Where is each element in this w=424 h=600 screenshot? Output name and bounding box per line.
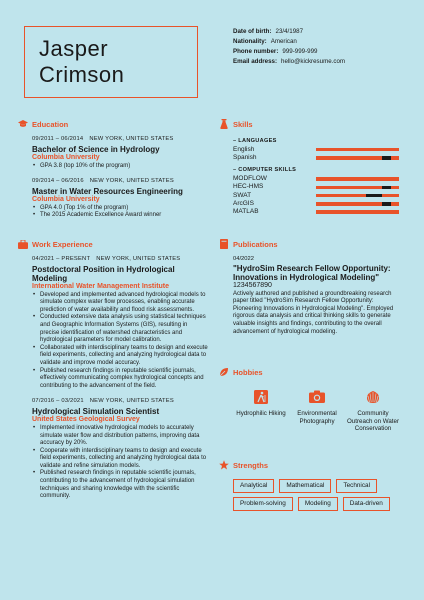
education-list <box>32 136 208 225</box>
education-heading-label: Education <box>32 119 69 129</box>
entry-meta <box>32 398 208 406</box>
experience-list <box>32 256 208 506</box>
education-entry <box>32 136 208 170</box>
skill-row <box>233 191 399 199</box>
last-name: Crimson <box>39 62 125 87</box>
personal-label: Nationality: <box>233 38 267 45</box>
hobbies-heading <box>219 367 263 377</box>
skill-row <box>233 154 399 162</box>
bullet-item: • GPA 3.8 (top 10% of the program) <box>32 163 208 171</box>
skill-name: MODFLOW <box>233 175 267 183</box>
experience-heading <box>18 239 93 249</box>
briefcase-icon <box>18 239 28 249</box>
star-icon <box>219 460 229 470</box>
name-box <box>24 26 198 98</box>
personal-label: Date of birth: <box>233 28 272 35</box>
graduation-cap-icon <box>18 119 28 129</box>
company-name: International Water Management Institute <box>32 282 170 290</box>
experience-entry <box>32 256 208 390</box>
school-name: Columbia University <box>32 195 100 203</box>
bullet-list <box>32 425 208 501</box>
personal-label: Phone number: <box>233 48 279 55</box>
skill-name: Spanish <box>233 154 257 162</box>
hobby-item <box>289 390 345 433</box>
skill-level-bar <box>316 148 399 151</box>
skills-heading-label: Skills <box>233 119 253 129</box>
skill-row <box>233 146 399 154</box>
computer-skills-label: – COMPUTER SKILLS <box>233 167 297 174</box>
entry-location: NEW YORK, UNITED STATES <box>89 398 174 405</box>
bullet-list <box>32 292 208 391</box>
hobbies-heading-label: Hobbies <box>233 367 263 377</box>
experience-entry <box>32 398 208 501</box>
personal-value: 999-999-999 <box>282 48 318 55</box>
entry-dates: 09/2014 – 06/2016 <box>32 178 84 185</box>
skill-name: MATLAB <box>233 208 259 216</box>
bullet-item: • Developed and implemented advanced hydrological models to simulate complex water flow processes, enabling accurate prediction of water availability and flood risk assessments. <box>32 292 208 315</box>
publications-heading <box>219 239 278 249</box>
personal-row <box>233 47 345 57</box>
hobbies-list <box>233 390 403 433</box>
hobby-label: Environmental Photography <box>297 410 337 425</box>
shell-icon <box>345 390 401 404</box>
bullet-list <box>32 205 208 220</box>
skill-level-bar <box>316 194 399 197</box>
job-title: Hydrological Simulation Scientist <box>32 406 160 416</box>
personal-value: American <box>270 38 297 45</box>
bullet-item: • Collaborated with interdisciplinary teams to design and execute field experiments, collecting and analyzing hydrological data to validate and improve model accuracy. <box>32 345 208 368</box>
skill-name: ArcGIS <box>233 200 254 208</box>
hiking-icon <box>233 390 289 404</box>
languages-list <box>233 146 399 163</box>
skills-block <box>233 136 399 216</box>
skill-row <box>233 183 399 191</box>
job-title: Postdoctoral Position in Hydrological Modeling <box>32 264 175 283</box>
entry-location: NEW YORK, UNITED STATES <box>96 256 181 262</box>
personal-row <box>233 37 345 47</box>
hobby-item <box>233 390 289 433</box>
skill-level-bar <box>316 210 399 213</box>
publication-title: "HydroSim Research Fellow Opportunity: Innovations in Hydrological Modeling" <box>233 263 391 282</box>
strength-chip: Technical <box>336 479 377 493</box>
personal-value: hello@kickresume.com <box>281 58 346 65</box>
entry-dates: 09/2011 – 06/2014 <box>32 136 84 142</box>
skill-level-bar <box>316 202 399 205</box>
degree-title: Bachelor of Science in Hydrology <box>32 144 160 154</box>
skill-level-bar <box>316 177 399 180</box>
bullet-list <box>32 163 208 171</box>
bullet-item: • Published research findings in reputable scientific journals, effectively communicating complex hydrological concepts and contributing to the advancement of the field. <box>32 368 208 391</box>
computer-skills-list <box>233 175 399 216</box>
strengths-heading-label: Strengths <box>233 460 269 470</box>
skill-row <box>233 175 399 183</box>
skill-name: HEC-HMS <box>233 183 264 191</box>
skill-level-gap <box>382 156 390 159</box>
skills-heading <box>219 119 253 129</box>
publications-heading-label: Publications <box>233 239 278 249</box>
entry-meta <box>32 178 208 186</box>
strength-chip: Analytical <box>233 479 274 493</box>
skill-level-bar <box>316 186 399 189</box>
leaf-icon <box>219 367 229 377</box>
book-icon <box>219 239 229 249</box>
publication-entry <box>233 256 403 336</box>
strengths-list <box>233 479 393 511</box>
company-name: United States Geological Survey <box>32 415 140 423</box>
publication-date: 04/2022 <box>233 256 254 262</box>
hobby-label: Hydrophilic Hiking <box>236 410 286 417</box>
entry-meta <box>32 136 208 144</box>
strengths-heading <box>219 460 268 470</box>
experience-heading-label: Work Experience <box>32 239 93 249</box>
bullet-item: • Published research findings in reputable scientific journals, contributing to the advancement of hydrological simulation techniques and sharing knowledge with the scientific community. <box>32 470 208 500</box>
flask-icon <box>219 119 229 129</box>
education-entry <box>32 178 208 220</box>
personal-value: 23/4/1987 <box>275 28 304 35</box>
strength-chip: Modeling <box>298 497 338 511</box>
education-heading <box>18 119 68 129</box>
entry-location: NEW YORK, UNITED STATES <box>89 136 174 142</box>
bullet-item: • GPA 4.0 (Top 1% of the program) <box>32 205 208 213</box>
bullet-item: • The 2015 Academic Excellence Award winner <box>32 212 208 220</box>
strength-chip: Problem-solving <box>233 497 293 511</box>
entry-location: NEW YORK, UNITED STATES <box>89 178 174 185</box>
entry-dates: 07/2016 – 03/2021 <box>32 398 84 405</box>
skill-name: SWAT <box>233 191 252 199</box>
publication-description: Actively authored and published a groundbreaking research paper titled "HydroSim Research Fellow Opportunity: Pioneering Innovations in Hydrological Modeling". Employed rigorous data analysis and critical thinking skills to generate valuable insights and findings, contributing to the overall advancement of hydrological modeling. <box>233 290 394 335</box>
skill-level-gap <box>382 186 390 189</box>
publication-isbn: 1234567890 <box>233 281 272 289</box>
skill-level-gap <box>366 194 383 197</box>
school-name: Columbia University <box>32 153 100 161</box>
bullet-item: • Implemented innovative hydrological models to accurately simulate water flow and distribution patterns, improving data accuracy by 20%. <box>32 425 208 448</box>
entry-dates: 04/2021 – PRESENT <box>32 256 91 262</box>
skill-row <box>233 200 399 208</box>
personal-info <box>233 27 345 67</box>
strength-chip: Data-driven <box>343 497 390 511</box>
skill-level-gap <box>382 202 390 205</box>
skill-row <box>233 208 399 216</box>
skill-level-bar <box>316 156 399 159</box>
personal-row <box>233 57 345 67</box>
bullet-item: • Cooperate with interdisciplinary teams to design and execute field experiments, collecting and analyzing hydrological data to validate and refine simulation models. <box>32 448 208 471</box>
entry-meta <box>32 256 208 264</box>
hobby-label: Community Outreach on Water Conservation <box>346 410 400 433</box>
strength-chip: Mathematical <box>279 479 331 493</box>
first-name: Jasper <box>39 36 109 61</box>
personal-row <box>233 27 345 37</box>
camera-icon <box>289 390 345 404</box>
hobby-item <box>345 390 401 433</box>
skill-name: English <box>233 145 255 153</box>
bullet-item: • Conducted extensive data analysis using statistical techniques and Geographic Information Systems (GIS), resulting in precise identification of watershed characteristics and hydrological parameters for model calibration. <box>32 314 208 344</box>
personal-label: Email address: <box>233 58 278 65</box>
degree-title: Master in Water Resources Engineering <box>32 186 183 196</box>
languages-label: – LANGUAGES <box>233 138 277 144</box>
